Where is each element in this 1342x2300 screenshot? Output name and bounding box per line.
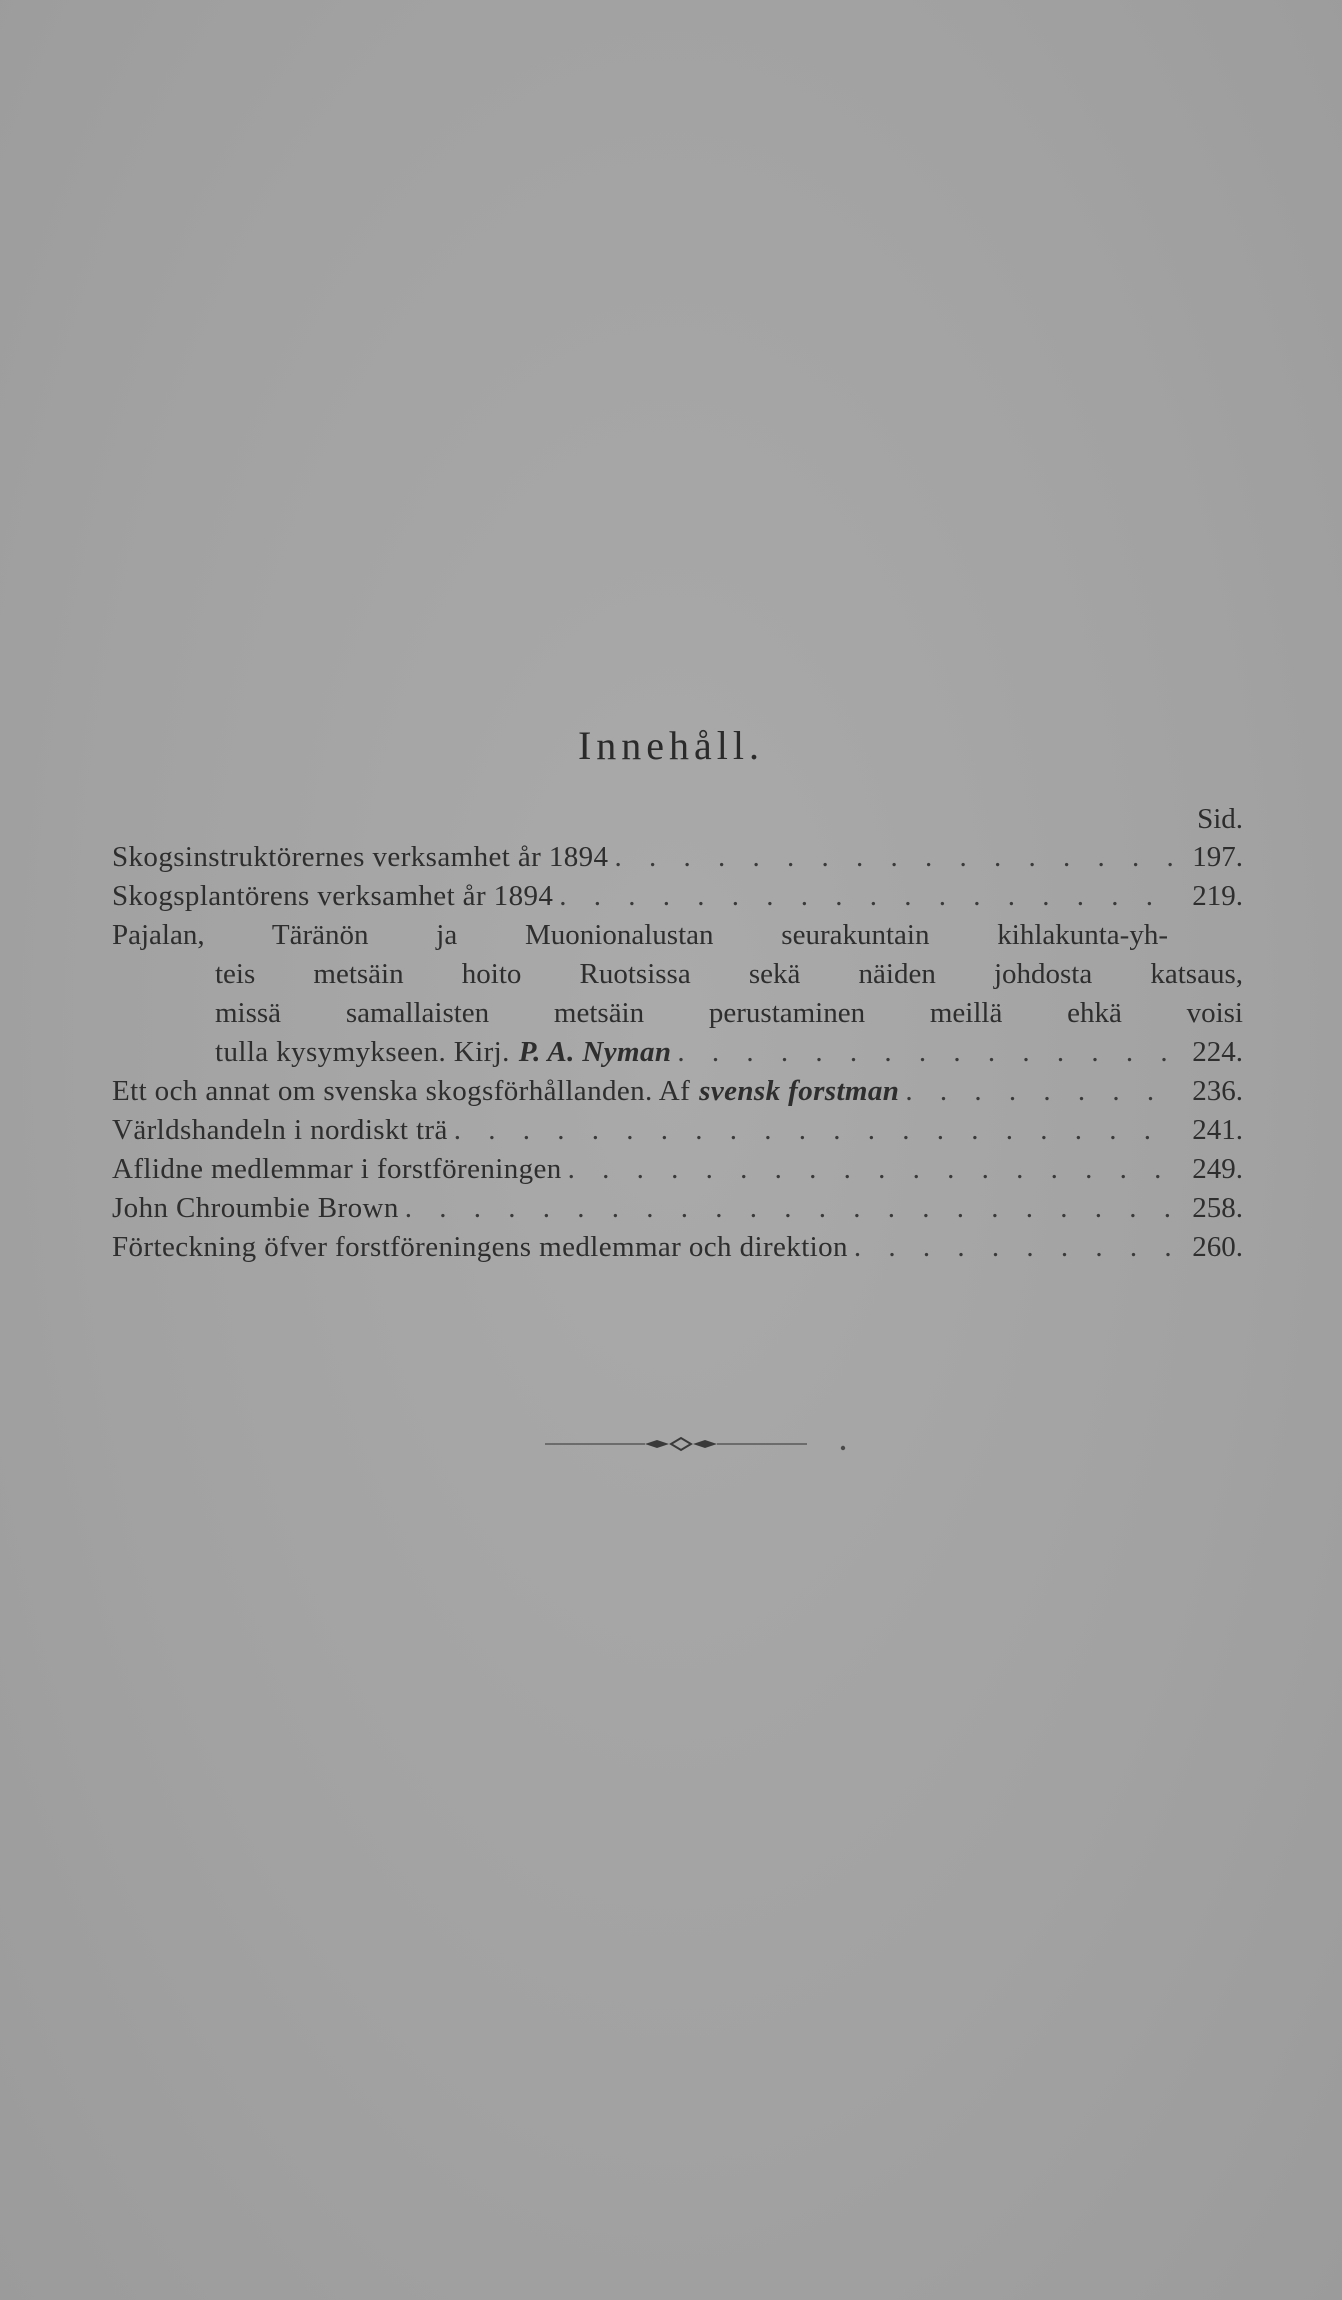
dot-leader <box>454 1111 1175 1150</box>
dot-leader <box>677 1033 1175 1072</box>
table-of-contents <box>112 838 1243 1267</box>
toc-entry <box>112 1111 1243 1150</box>
ornament-divider <box>545 1432 855 1456</box>
toc-entry <box>112 877 1243 916</box>
toc-entry-page: 249. <box>1192 1153 1243 1185</box>
toc-entry-author: P. A. Nyman <box>518 1036 672 1068</box>
toc-entry <box>112 1189 1243 1228</box>
dot-leader <box>405 1189 1175 1228</box>
toc-entry-page: 197. <box>1192 841 1243 873</box>
toc-entry <box>112 1150 1243 1189</box>
toc-entry-title: Skogsplantörens verksamhet år 1894 <box>112 880 554 912</box>
toc-entry-title-line: tulla kysymykseen. Kirj. <box>215 1036 510 1068</box>
toc-entry-title-line: Pajalan, Täränön ja Muonionalustan seurakuntain kihlakunta-yh- <box>112 919 1168 951</box>
toc-entry <box>112 1228 1243 1267</box>
toc-entry-title: Världshandeln i nordiskt trä <box>112 1114 448 1146</box>
toc-entry-author: svensk forstman <box>699 1075 900 1107</box>
toc-entry-page: 219. <box>1192 880 1243 912</box>
toc-entry-title: Skogsinstruktörernes verksamhet år 1894 <box>112 841 609 873</box>
toc-entry <box>112 916 1243 1072</box>
toc-entry-title: John Chroumbie Brown <box>112 1192 399 1224</box>
dot-leader <box>568 1150 1175 1189</box>
toc-entry-page: 258. <box>1192 1192 1243 1224</box>
page-title: Innehåll. <box>577 723 765 768</box>
toc-entry-page: 236. <box>1192 1075 1243 1107</box>
toc-entry-title: Aflidne medlemmar i forstföreningen <box>112 1153 562 1185</box>
toc-entry-title: Förteckning öfver forstföreningens medlemmar och direktion <box>112 1231 848 1263</box>
dot-leader <box>559 877 1175 916</box>
toc-entry-page: 224. <box>1192 1036 1243 1068</box>
toc-entry-page: 241. <box>1192 1114 1243 1146</box>
toc-entry-title-line: missä samallaisten metsäin perustaminen meillä ehkä voisi <box>215 997 1243 1029</box>
toc-entry <box>112 1072 1243 1111</box>
dot-leader <box>854 1228 1175 1267</box>
toc-entry <box>112 838 1243 877</box>
toc-entry-title-line: teis metsäin hoito Ruotsissa sekä näiden johdosta katsaus, <box>215 958 1243 990</box>
toc-entry-page: 260. <box>1192 1231 1243 1263</box>
toc-entry-title: Ett och annat om svenska skogsförhållanden. Af <box>112 1075 691 1107</box>
dot-leader <box>905 1072 1175 1111</box>
dot-leader <box>614 838 1175 877</box>
page-column-label: Sid. <box>1197 803 1243 835</box>
